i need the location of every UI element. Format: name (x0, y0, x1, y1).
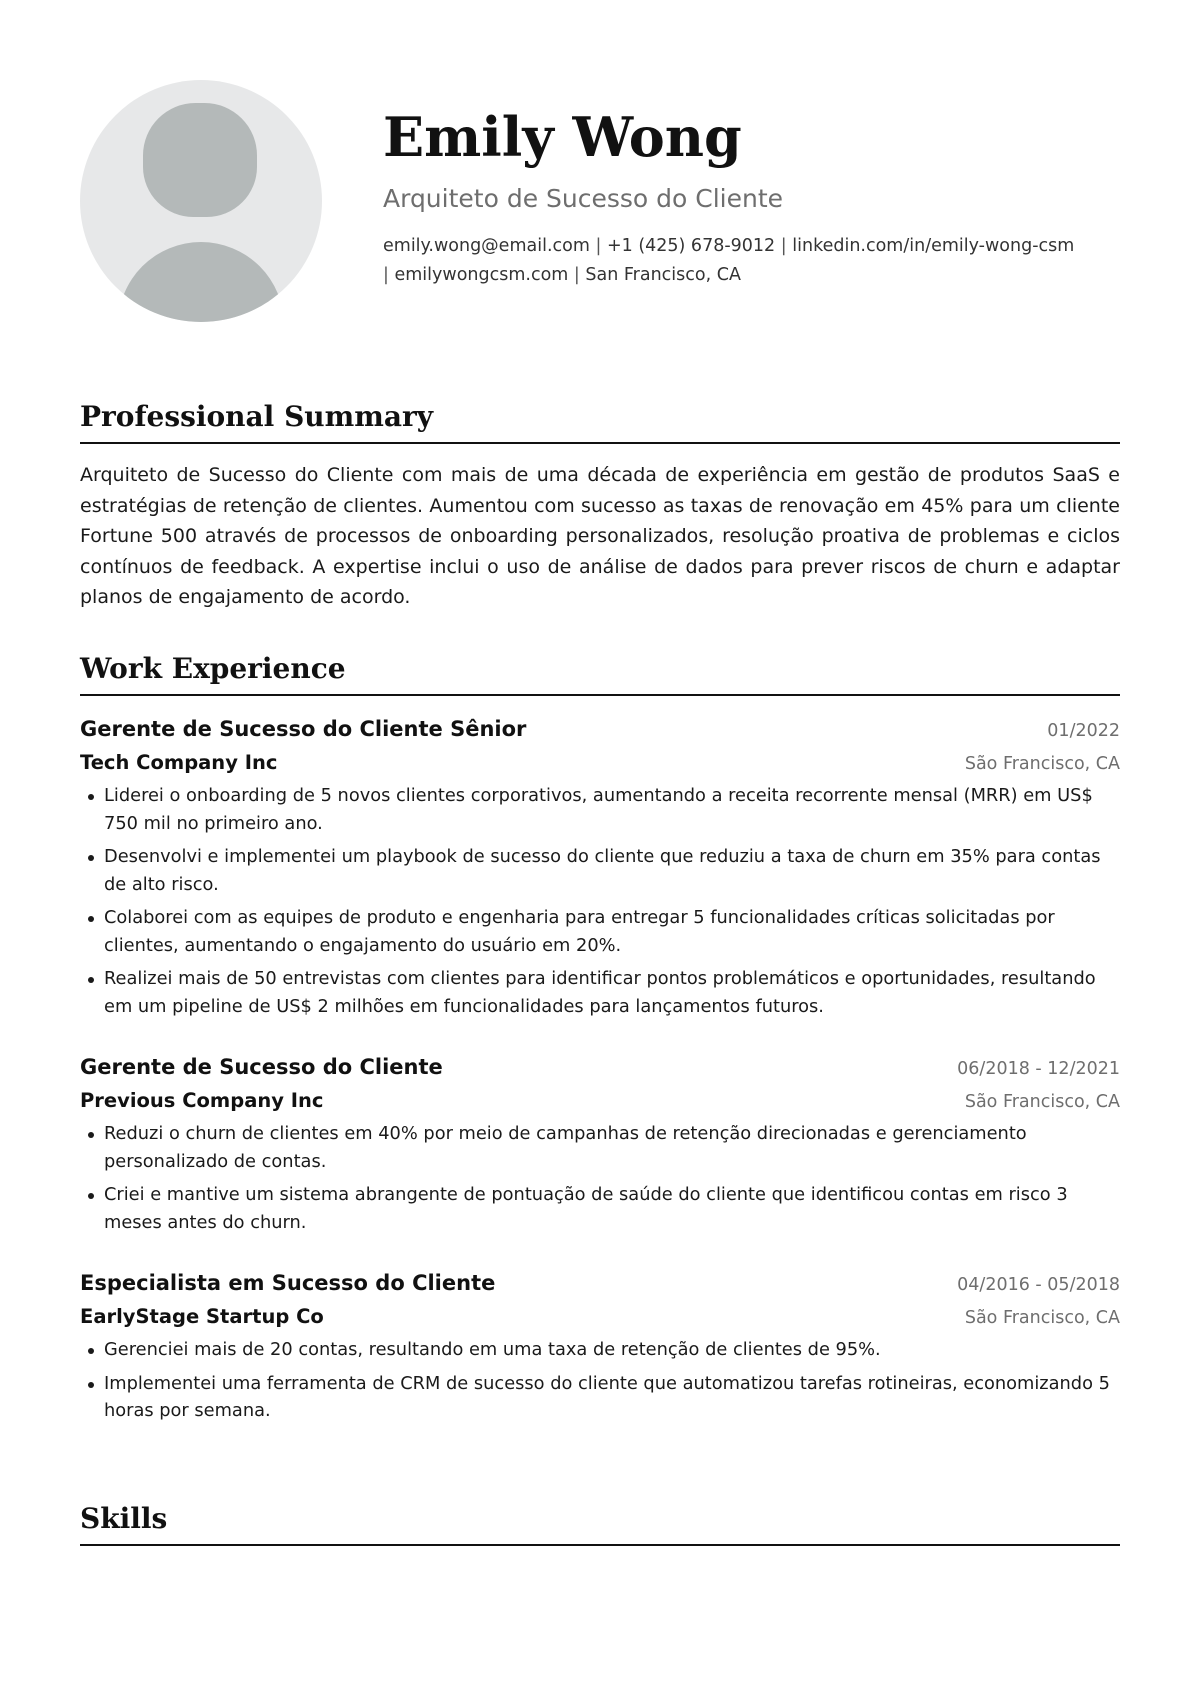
job-location: São Francisco, CA (964, 1092, 1120, 1112)
contact-website: emilywongcsm.com (394, 265, 569, 286)
bullet-item: Desenvolvi e implementei um playbook de sucesso do cliente que reduziu a taxa de churn em 35% para contas de alto risco. (80, 843, 1120, 898)
skills-section (80, 1500, 1120, 1546)
bullet-item: Reduzi o churn de clientes em 40% por meio de campanhas de retenção direcionadas e gerenciamento personalizado de contas. (80, 1120, 1120, 1175)
job-bullets (80, 1336, 1120, 1425)
resume-header (383, 106, 1123, 290)
summary-section (80, 398, 1120, 613)
candidate-name: Emily Wong (383, 105, 742, 169)
job-date: 04/2016 - 05/2018 (957, 1275, 1120, 1295)
bullet-item: Liderei o onboarding de 5 novos clientes corporativos, aumentando a receita recorrente mensal (MRR) em US$ 750 mil no primeiro ano. (80, 782, 1120, 837)
job-bullets (80, 782, 1120, 1020)
skills-heading: Skills (80, 1500, 1120, 1546)
contact-separator: | (595, 236, 602, 257)
job-entry (80, 1050, 1120, 1236)
experience-heading: Work Experience (80, 650, 1120, 696)
bullet-item: Realizei mais de 50 entrevistas com clientes para identificar pontos problemáticos e oportunidades, resultando em um pipeline de US$ 2 milhões em funcionalidades para lançamentos futuros. (80, 965, 1120, 1020)
profile-photo-placeholder (80, 80, 322, 322)
avatar-body-shape (118, 242, 284, 322)
job-date: 01/2022 (1047, 721, 1120, 741)
job-title: Especialista em Sucesso do Cliente (80, 1271, 496, 1295)
job-title: Gerente de Sucesso do Cliente (80, 1055, 443, 1079)
contact-location: San Francisco, CA (585, 265, 741, 286)
contact-separator: | (383, 265, 389, 286)
company-name: Tech Company Inc (80, 751, 278, 774)
job-entry (80, 712, 1120, 1020)
bullet-item: Criei e mantive um sistema abrangente de pontuação de saúde do cliente que identificou contas em risco 3 meses antes do churn. (80, 1181, 1120, 1236)
contact-email: emily.wong@email.com (383, 236, 590, 257)
company-name: Previous Company Inc (80, 1089, 324, 1112)
contact-phone: +1 (425) 678-9012 (606, 236, 776, 257)
contact-line (383, 232, 1123, 290)
experience-section (80, 650, 1120, 1431)
job-location: São Francisco, CA (964, 754, 1120, 774)
job-title: Gerente de Sucesso do Cliente Sênior (80, 717, 527, 741)
bullet-item: Colaborei com as equipes de produto e engenharia para entregar 5 funcionalidades críticas solicitadas por clientes, aumentando o engajamento do usuário em 20%. (80, 904, 1120, 959)
contact-separator: | (573, 265, 580, 286)
avatar-head-shape (143, 103, 257, 217)
bullet-item: Implementei uma ferramenta de CRM de sucesso do cliente que automatizou tarefas rotineiras, economizando 5 horas por semana. (80, 1370, 1120, 1425)
job-bullets (80, 1120, 1120, 1236)
job-location: São Francisco, CA (964, 1308, 1120, 1328)
summary-heading: Professional Summary (80, 398, 1120, 444)
bullet-item: Gerenciei mais de 20 contas, resultando em uma taxa de retenção de clientes de 95%. (80, 1336, 1120, 1364)
company-name: EarlyStage Startup Co (80, 1305, 324, 1328)
job-entry (80, 1266, 1120, 1425)
job-date: 06/2018 - 12/2021 (957, 1059, 1120, 1079)
contact-separator: | (780, 236, 787, 257)
contact-linkedin: linkedin.com/in/emily-wong-csm (792, 236, 1075, 257)
candidate-title: Arquiteto de Sucesso do Cliente (383, 184, 784, 214)
summary-text: Arquiteto de Sucesso do Cliente com mais de uma década de experiência em gestão de produtos SaaS e estratégias de retenção de clientes. Aumentou com sucesso as taxas de renovação em 45% para um cliente Fortune 500 através de processos de onboarding personalizados, resolução proativa de problemas e ciclos contínuos de feedback. A expertise inclui o uso de análise de dados para prever riscos de churn e adaptar planos de engajamento de acordo. (80, 464, 1120, 608)
